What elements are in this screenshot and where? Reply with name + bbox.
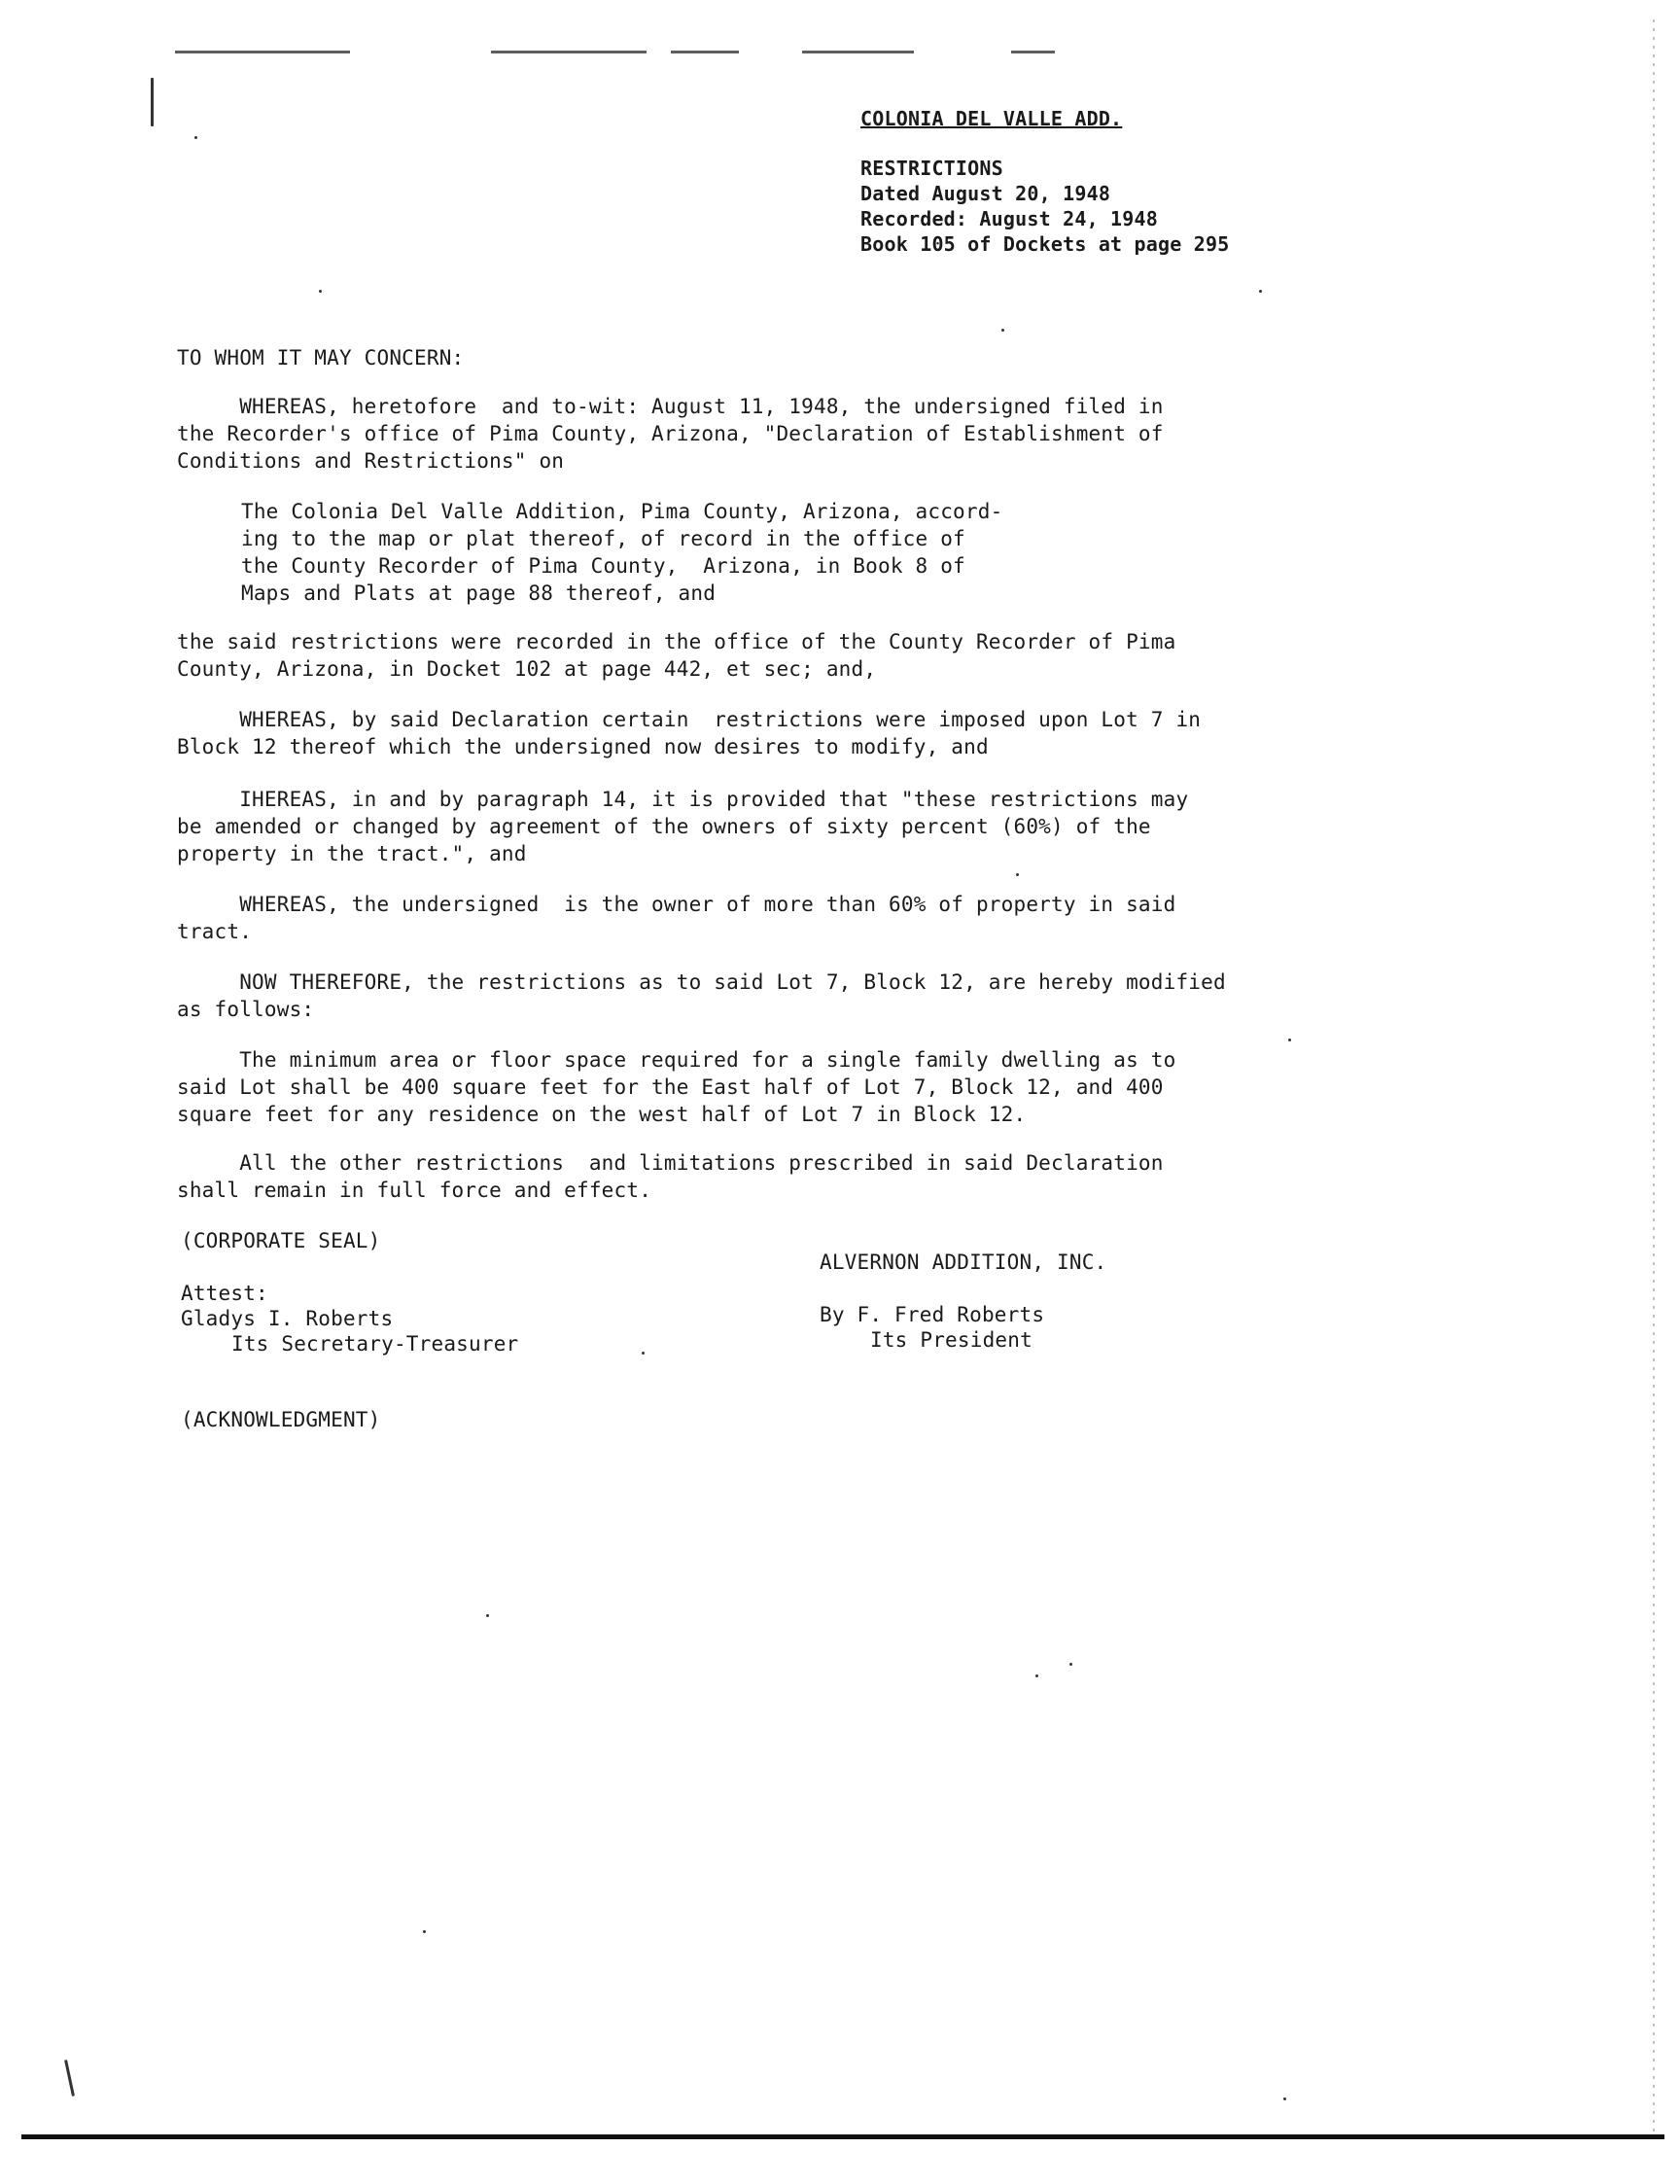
dated-line: Dated August 20, 1948 (860, 182, 1111, 205)
secretary-title: Its Secretary-Treasurer (231, 1332, 519, 1356)
company-name: ALVERNON ADDITION, INC. (820, 1251, 1107, 1274)
scan-edge-bottom (21, 2134, 1664, 2139)
paragraph-line: The minimum area or floor space required for a single family dwelling as to (177, 1048, 1176, 1072)
paragraph-line: IHEREAS, in and by paragraph 14, it is provided that "these restrictions may (177, 788, 1189, 811)
paragraph-line: WHEREAS, by said Declaration certain restrictions were imposed upon Lot 7 in (177, 708, 1202, 731)
scan-speck (1035, 1674, 1038, 1677)
scan-artifact-top (671, 51, 739, 53)
scan-speck (486, 1614, 489, 1617)
scan-artifact-top (491, 51, 647, 53)
scan-artifact-top (175, 51, 350, 53)
paragraph-line: as follows: (177, 998, 315, 1021)
legal-description-line: ing to the map or plat thereof, of record in the office of (241, 527, 965, 550)
corporate-seal-label: (CORPORATE SEAL) (181, 1229, 381, 1252)
paragraph-line: the Recorder's office of Pima County, Arizona, "Declaration of Establishment of (177, 422, 1164, 445)
legal-description-line: The Colonia Del Valle Addition, Pima County, Arizona, accord- (241, 500, 1003, 523)
paragraph-line: be amended or changed by agreement of the owners of sixty percent (60%) of the (177, 815, 1151, 838)
book-line: Book 105 of Dockets at page 295 (860, 232, 1230, 256)
scan-edge-right (1653, 19, 1655, 2139)
scan-speck (319, 290, 322, 293)
legal-description-line: Maps and Plats at page 88 thereof, and (241, 581, 717, 605)
paragraph-line: tract. (177, 920, 253, 943)
paragraph-line: NOW THEREFORE, the restrictions as to said Lot 7, Block 12, are hereby modified (177, 970, 1226, 994)
scan-artifact-top (1011, 51, 1055, 53)
scan-speck (642, 1352, 645, 1355)
paragraph-line: property in the tract.", and (177, 842, 527, 865)
paragraph-line: County, Arizona, in Docket 102 at page 442, et sec; and, (177, 657, 877, 681)
paragraph-line: Block 12 thereof which the undersigned now desires to modify, and (177, 735, 989, 758)
scan-speck (1259, 290, 1262, 293)
paragraph-line: Conditions and Restrictions" on (177, 449, 565, 473)
scan-speck (1001, 329, 1004, 332)
recorded-line: Recorded: August 24, 1948 (860, 207, 1159, 230)
scan-speck (1283, 2097, 1286, 2100)
paragraph-line: said Lot shall be 400 square feet for the East half of Lot 7, Block 12, and 400 (177, 1075, 1164, 1099)
president-name: By F. Fred Roberts (820, 1303, 1045, 1326)
legal-description-line: the County Recorder of Pima County, Arizona, in Book 8 of (241, 554, 965, 578)
president-title: Its President (870, 1328, 1032, 1352)
paragraph-line: All the other restrictions and limitations prescribed in said Declaration (177, 1151, 1164, 1175)
paragraph-line: shall remain in full force and effect. (177, 1179, 652, 1202)
document-type: RESTRICTIONS (860, 157, 1003, 180)
document-title: COLONIA DEL VALLE ADD. (860, 107, 1123, 130)
scan-speck (1288, 1039, 1291, 1041)
scan-speck (1069, 1663, 1072, 1666)
paragraph-line: WHEREAS, heretofore and to-wit: August 11, 1948, the undersigned filed in (177, 395, 1164, 418)
scan-speck (64, 2060, 75, 2096)
attest-label: Attest: (181, 1282, 268, 1305)
scan-speck (151, 78, 154, 126)
scan-artifact-top (802, 51, 914, 53)
salutation: TO WHOM IT MAY CONCERN: (177, 346, 465, 370)
scan-speck (423, 1930, 426, 1933)
paragraph-line: WHEREAS, the undersigned is the owner of more than 60% of property in said (177, 893, 1176, 916)
paragraph-line: the said restrictions were recorded in the office of the County Recorder of Pima (177, 630, 1176, 653)
scan-speck (1016, 873, 1019, 876)
secretary-name: Gladys I. Roberts (181, 1307, 394, 1330)
acknowledgment-label: (ACKNOWLEDGMENT) (181, 1408, 381, 1431)
scan-speck (194, 136, 197, 139)
paragraph-line: square feet for any residence on the west half of Lot 7 in Block 12. (177, 1103, 1027, 1126)
